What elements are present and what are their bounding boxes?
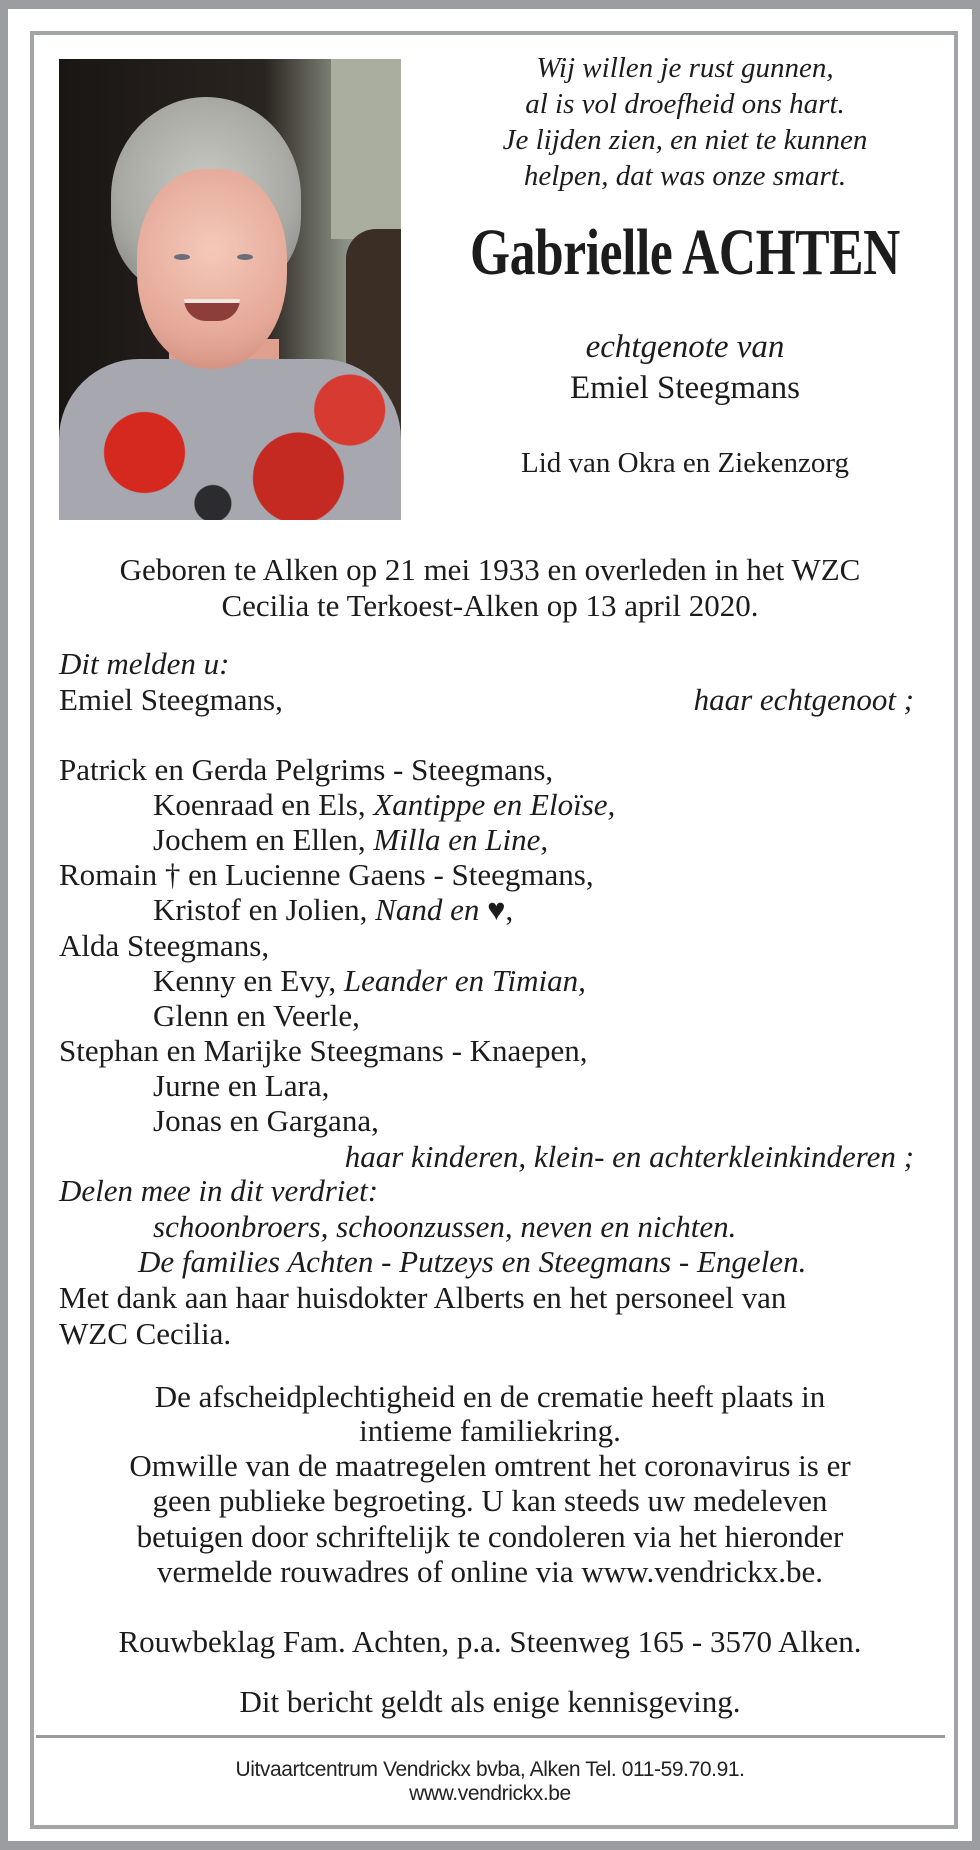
line-segment: Jochem en Ellen,	[153, 822, 374, 857]
notice-line	[40, 588, 940, 624]
funeral-home-info: Uitvaartcentrum Vendrickx bvba, Alken Tel. 011-59.70.91.	[235, 1758, 745, 1781]
line-segment: geen publieke begroeting. U kan steeds uw medeleven	[152, 1483, 828, 1518]
line-segment: schoonbroers, schoonzussen, neven en nichten.	[153, 1209, 737, 1244]
notice-line	[345, 1139, 914, 1175]
line-segment: Koenraad en Els,	[153, 787, 374, 822]
poem-line: helpen, dat was onze smart.	[523, 160, 847, 192]
notice-line	[153, 1103, 379, 1139]
line-segment: De afscheidplechtigheid en de crematie heeft plaats in	[154, 1379, 826, 1414]
notice-line	[40, 1483, 940, 1519]
deceased-name: Gabrielle ACHTEN	[470, 216, 900, 289]
line-segment: Romain † en Lucienne Gaens - Steegmans,	[59, 857, 594, 892]
notice-line	[59, 857, 594, 893]
spouse-label: echtgenote van	[585, 329, 785, 365]
notice-line	[153, 963, 586, 999]
notice-line	[138, 1244, 806, 1280]
line-segment: Jurne en Lara,	[153, 1068, 330, 1103]
poem-line: Wij willen je rust gunnen,	[536, 52, 834, 84]
line-segment: Cecilia te Terkoest-Alken op 13 april 2020.	[221, 588, 759, 623]
notice-line	[153, 787, 615, 823]
portrait-photo	[59, 59, 401, 520]
notice-line	[59, 682, 283, 718]
notice-line	[59, 752, 553, 788]
notice-line	[40, 1519, 940, 1555]
line-segment: Stephan en Marijke Steegmans - Knaepen,	[59, 1033, 588, 1068]
line-segment: De families Achten - Putzeys en Steegmans - Engelen.	[138, 1244, 807, 1279]
poem-line: al is vol droefheid ons hart.	[525, 88, 845, 120]
line-segment: Kristof en Jolien,	[153, 892, 376, 927]
line-segment: haar kinderen, klein- en achterkleinkinderen ;	[344, 1139, 914, 1174]
notice-line	[59, 646, 229, 682]
notice-line	[59, 928, 269, 964]
line-segment: betuigen door schriftelijk te condoleren via het hieronder	[136, 1519, 844, 1554]
line-segment: haar echtgenoot ;	[693, 682, 914, 717]
line-segment: intieme familiekring.	[359, 1413, 621, 1448]
line-segment: Emiel Steegmans,	[59, 682, 283, 717]
line-segment: Nand en	[375, 892, 488, 927]
line-segment: Jonas en Gargana,	[153, 1103, 379, 1138]
footer-divider	[36, 1735, 945, 1738]
notice-line	[153, 1209, 736, 1245]
notice-line	[59, 1173, 378, 1209]
line-segment: Alda Steegmans,	[59, 928, 270, 963]
spouse-name: Emiel Steegmans	[569, 370, 801, 406]
notice-line	[59, 1033, 588, 1069]
notice-line	[40, 552, 940, 588]
notice-line	[59, 1316, 231, 1352]
line-segment: Met dank aan haar huisdokter Alberts en het personeel van	[59, 1280, 787, 1315]
line-segment: Dit bericht geldt als enige kennisgeving.	[239, 1684, 741, 1719]
line-segment: Milla en Line,	[373, 822, 549, 857]
line-segment: Kenny en Evy,	[153, 963, 344, 998]
line-segment: Rouwbeklag Fam. Achten, p.a. Steenweg 165 - 3570 Alken.	[118, 1624, 862, 1659]
line-segment: Leander en Timian,	[343, 963, 586, 998]
notice-line	[153, 892, 513, 928]
notice-line	[59, 1280, 786, 1316]
notice-line	[40, 1624, 940, 1660]
line-segment: Delen mee in dit verdriet:	[59, 1173, 379, 1208]
notice-line	[153, 1068, 329, 1104]
notice-line	[694, 682, 914, 718]
notice-line	[40, 1413, 940, 1449]
membership: Lid van Okra en Ziekenzorg	[520, 447, 849, 479]
line-segment: vermelde rouwadres of online via www.vendrickx.be.	[157, 1554, 823, 1589]
line-segment: Patrick en Gerda Pelgrims - Steegmans,	[59, 752, 554, 787]
notice-line	[153, 998, 360, 1034]
line-segment: WZC Cecilia.	[59, 1316, 232, 1351]
notice-line	[40, 1379, 940, 1415]
poem-line: Je lijden zien, en niet te kunnen	[502, 124, 868, 156]
notice-line	[153, 822, 548, 858]
funeral-home-website: www.vendrickx.be	[409, 1782, 571, 1805]
notice-line	[40, 1448, 940, 1484]
notice-line	[40, 1684, 940, 1720]
line-segment: Dit melden u:	[59, 646, 230, 681]
notice-line	[40, 1554, 940, 1590]
line-segment: Glenn en Veerle,	[153, 998, 360, 1033]
line-segment: Geboren te Alken op 21 mei 1933 en overleden in het WZC	[119, 552, 861, 587]
heart-icon: ♥,	[487, 892, 514, 927]
line-segment: Xantippe en Eloïse,	[373, 787, 616, 822]
line-segment: Omwille van de maatregelen omtrent het coronavirus is er	[129, 1448, 851, 1483]
